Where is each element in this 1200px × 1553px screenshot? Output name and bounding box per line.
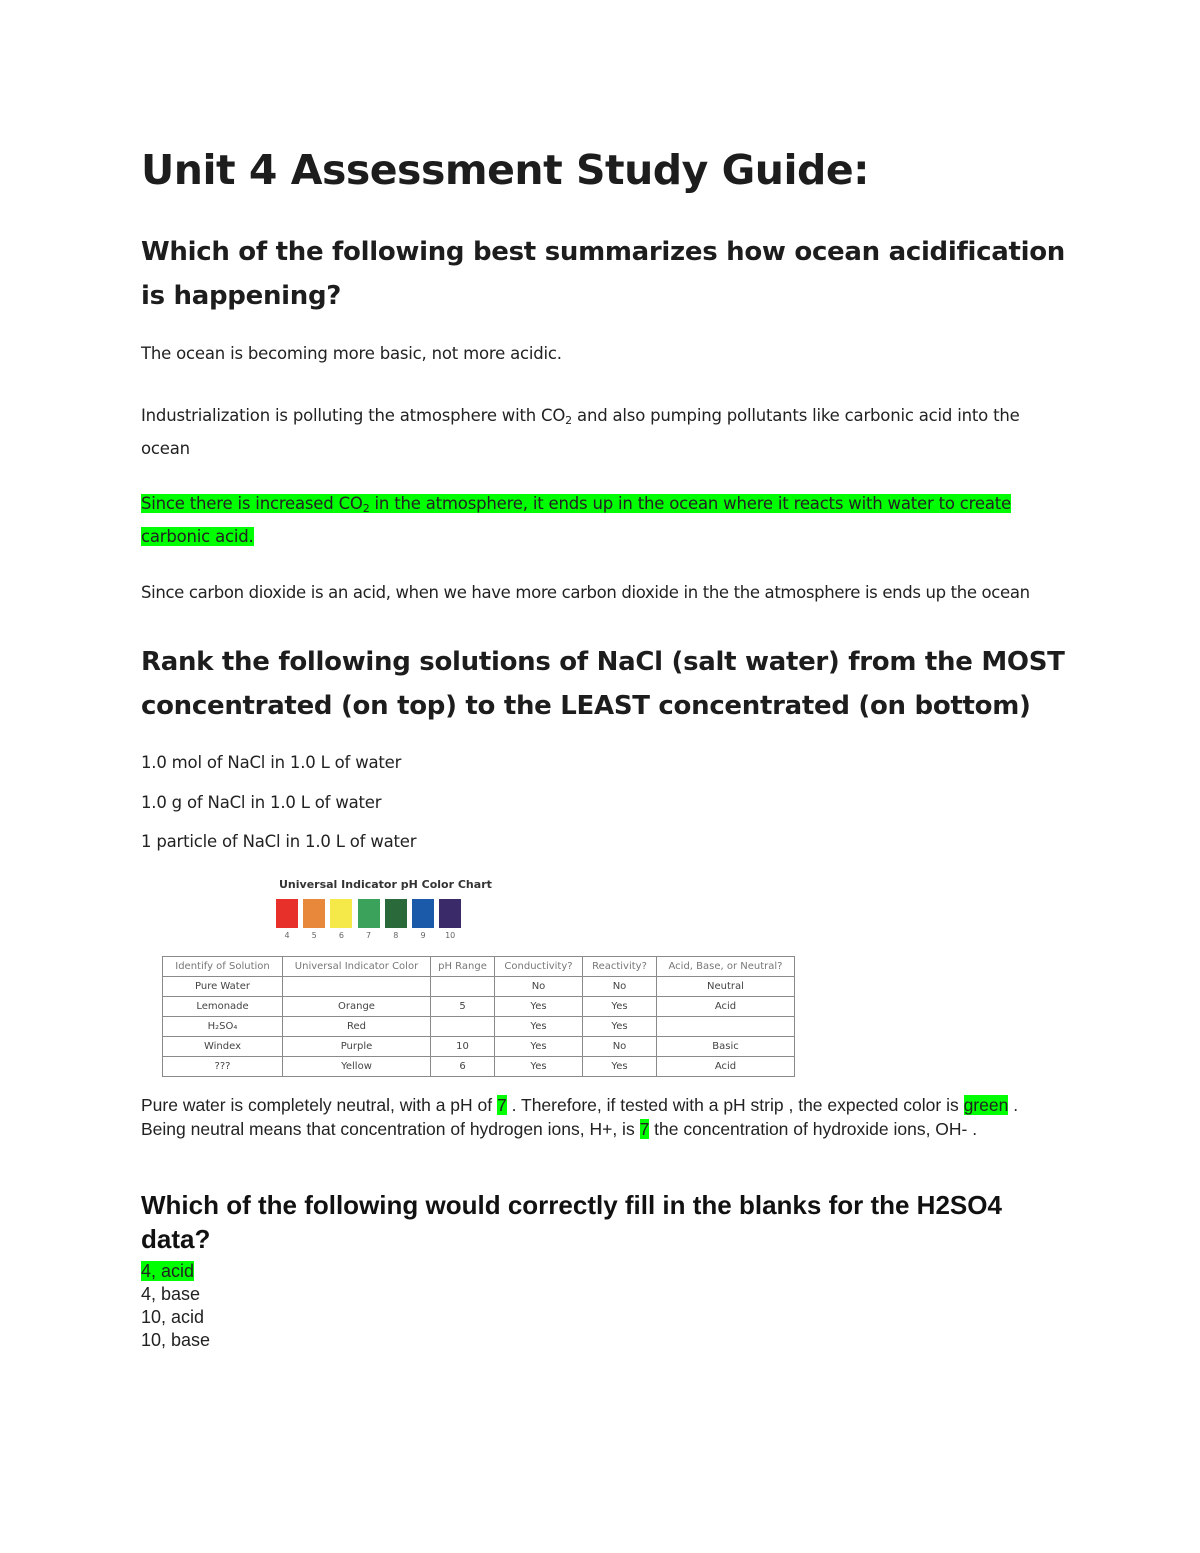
fill-text: . Therefore, if tested with a pH strip , the expected color is (506, 1095, 964, 1115)
table-cell: Acid (657, 997, 795, 1017)
table-cell: Red (283, 1017, 431, 1037)
ph-swatch-label: 9 (420, 931, 426, 940)
question-2-heading: Rank the following solutions of NaCl (salt water) from the MOST concentrated (on top) to the LEAST concentrated (on bottom) (141, 647, 1065, 721)
table-header: pH Range (431, 957, 495, 977)
ph-swatch (330, 899, 352, 928)
q2-item-1: 1.0 mol of NaCl in 1.0 L of water (141, 753, 402, 772)
table-row (163, 1017, 795, 1037)
ph-swatch (412, 899, 434, 928)
table-cell: Orange (283, 997, 431, 1017)
fill-answer-concentration: 7 (639, 1119, 650, 1139)
table-cell: Yes (583, 1057, 657, 1077)
ph-swatch (385, 899, 407, 928)
table-cell: Yes (583, 997, 657, 1017)
fill-text: . (1008, 1095, 1019, 1115)
table-cell: Acid (657, 1057, 795, 1077)
q2-item-2: 1.0 g of NaCl in 1.0 L of water (141, 793, 382, 812)
q1-option-2-text-b: and also pumping pollutants like carbonic acid into the ocean (141, 406, 1020, 458)
q1-option-2-subscript: 2 (565, 414, 572, 427)
q3-answer-4: 10, base (141, 1330, 211, 1350)
table-cell: Pure Water (163, 977, 283, 997)
q3-answer-1 (141, 1260, 210, 1283)
ph-swatch (439, 899, 461, 928)
solution-data-table (162, 956, 795, 1077)
table-cell: Yes (495, 1037, 583, 1057)
fill-answer-ph: 7 (497, 1095, 507, 1115)
table-cell: Yes (495, 997, 583, 1017)
ph-swatch (303, 899, 325, 928)
table-cell: No (495, 977, 583, 997)
table-cell (431, 1017, 495, 1037)
table-cell (283, 977, 431, 997)
q1-option-2-text-a: Industrialization is polluting the atmosphere with CO (141, 406, 566, 425)
q1-option-1: The ocean is becoming more basic, not more acidic. (141, 344, 562, 363)
ph-swatch-label: 5 (311, 931, 317, 940)
indicator-chart-title: Universal Indicator pH Color Chart (279, 878, 492, 891)
ph-swatch-label: 4 (284, 931, 290, 940)
table-header: Identify of Solution (163, 957, 283, 977)
table-cell: Lemonade (163, 997, 283, 1017)
q3-answer-list (141, 1260, 210, 1352)
q1-option-3-highlight (141, 494, 1011, 546)
q1-option-3-text-a: Since there is increased CO (141, 494, 363, 513)
question-3-heading: Which of the following would correctly fill in the blanks for the H2SO4 data? (141, 1190, 1002, 1254)
table-row (163, 977, 795, 997)
q1-option-3-correct (141, 490, 1041, 551)
ph-swatch (358, 899, 380, 928)
q1-option-3-text-b: in the atmosphere, it ends up in the ocean where it reacts with water to create carbonic acid. (141, 494, 1011, 546)
q1-option-2 (141, 402, 1061, 463)
table-header: Conductivity? (495, 957, 583, 977)
table-header: Reactivity? (583, 957, 657, 977)
fill-answer-color: green (963, 1095, 1009, 1115)
table-header: Acid, Base, or Neutral? (657, 957, 795, 977)
table-cell: 5 (431, 997, 495, 1017)
table-cell: H₂SO₄ (163, 1017, 283, 1037)
q3-answer-3: 10, acid (141, 1307, 205, 1327)
table-cell: 6 (431, 1057, 495, 1077)
page-title: Unit 4 Assessment Study Guide: (141, 146, 870, 194)
table-cell: Basic (657, 1037, 795, 1057)
table-cell: Yellow (283, 1057, 431, 1077)
fill-in-line-1 (141, 1093, 1018, 1117)
table-cell: No (583, 977, 657, 997)
table-cell (431, 977, 495, 997)
question-1-heading: Which of the following best summarizes how ocean acidification is happening? (141, 237, 1065, 311)
ph-swatch (276, 899, 298, 928)
fill-text: Pure water is completely neutral, with a pH of (141, 1095, 497, 1115)
fill-text: Being neutral means that concentration of hydrogen ions, H+, is (141, 1119, 640, 1139)
table-row (163, 997, 795, 1017)
table-cell: 10 (431, 1037, 495, 1057)
fill-in-line-2 (141, 1117, 977, 1141)
table-cell: Yes (495, 1017, 583, 1037)
table-cell: ??? (163, 1057, 283, 1077)
table-cell: Purple (283, 1037, 431, 1057)
ph-swatch-label: 7 (366, 931, 372, 940)
q1-option-4: Since carbon dioxide is an acid, when we have more carbon dioxide in the the atmosphere is ends up the ocean (141, 583, 1030, 602)
q3-answer-1-highlight: 4, acid (141, 1261, 195, 1281)
table-cell (657, 1017, 795, 1037)
table-row (163, 1057, 795, 1077)
table-cell: Neutral (657, 977, 795, 997)
ph-swatch-label: 10 (445, 931, 456, 940)
ph-swatch-label: 6 (338, 931, 344, 940)
q1-option-3-subscript: 2 (362, 502, 370, 515)
table-cell: Windex (163, 1037, 283, 1057)
ph-swatch-label: 8 (393, 931, 399, 940)
q3-answer-2: 4, base (141, 1284, 201, 1304)
table-cell: No (583, 1037, 657, 1057)
table-row (163, 1037, 795, 1057)
table-cell: Yes (583, 1017, 657, 1037)
fill-text: the concentration of hydroxide ions, OH- . (649, 1119, 978, 1139)
table-cell: Yes (495, 1057, 583, 1077)
table-header: Universal Indicator Color (283, 957, 431, 977)
q2-item-3: 1 particle of NaCl in 1.0 L of water (141, 832, 417, 851)
table-header-row (163, 957, 795, 977)
